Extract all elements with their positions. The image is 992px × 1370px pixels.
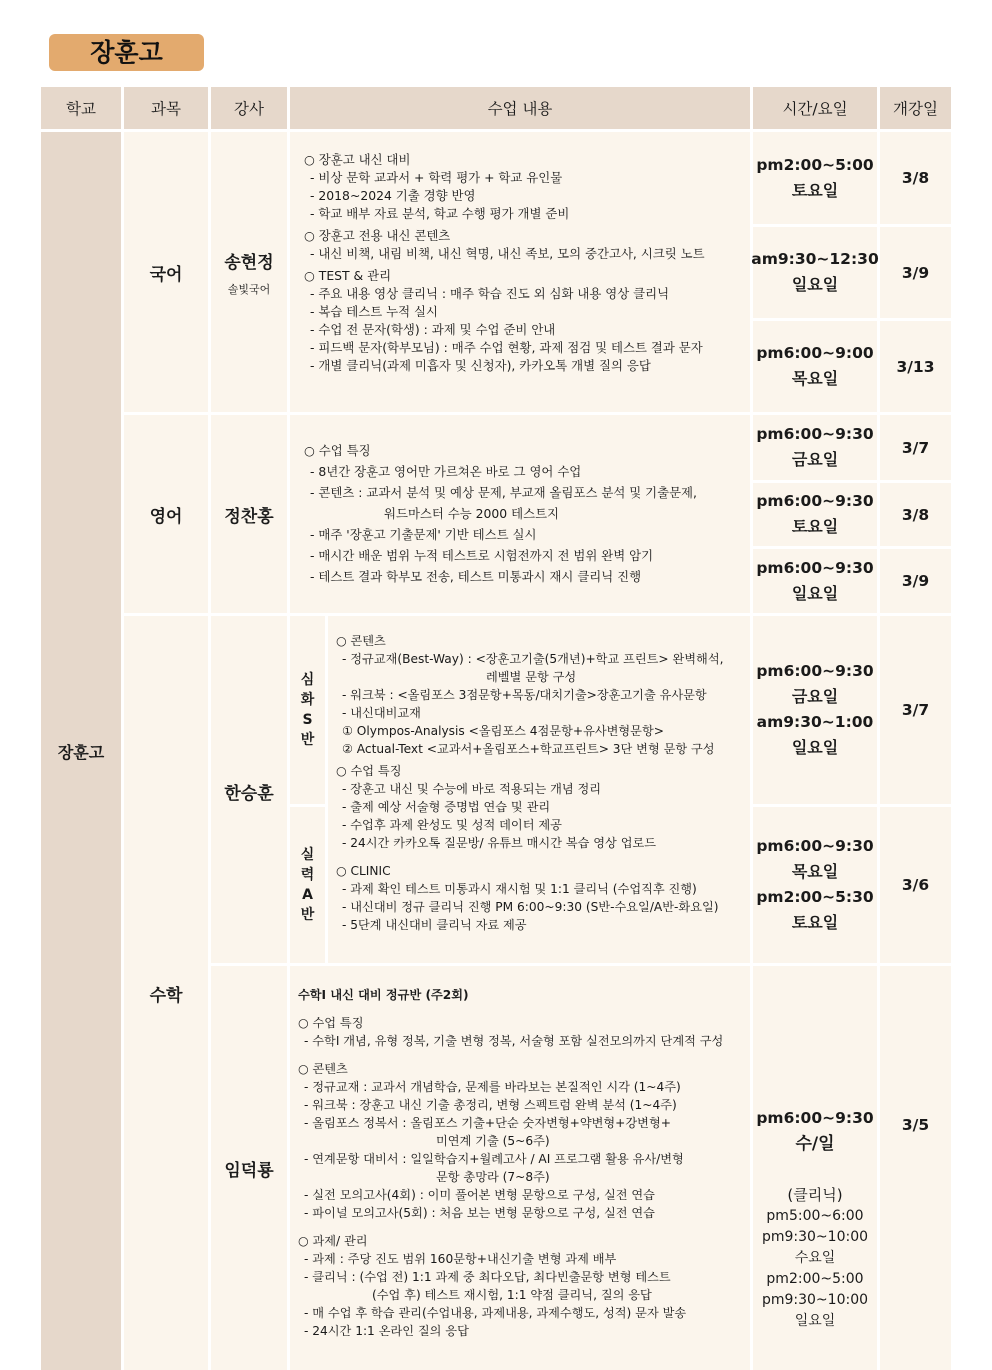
content-item: - 장훈고 내신 및 수능에 바로 적용되는 개념 정리 <box>342 782 602 796</box>
korean-date-1 <box>880 132 951 224</box>
subject-korean: 국어 <box>149 264 183 285</box>
start-date: 3/13 <box>896 357 935 376</box>
slot-time: pm6:00~9:30 <box>756 558 874 577</box>
content-item: - 수업 전 문자(학생) : 과제 및 수업 준비 안내 <box>310 322 556 337</box>
content-item-continued: 레벨별 문항 구성 <box>486 670 577 684</box>
content-item: - 24시간 1:1 온라인 질의 응답 <box>304 1324 469 1338</box>
content-heading: ○ 과제/ 관리 <box>298 1234 368 1248</box>
teacher-name: 한승훈 <box>224 784 274 804</box>
math-date-a <box>880 807 951 963</box>
content-item: - 학교 배부 자료 분석, 학교 수행 평가 개별 준비 <box>310 206 570 221</box>
math-subject-cell <box>124 616 208 1370</box>
content-item-continued: 미연계 기출 (5~6주) <box>436 1134 550 1148</box>
english-subject-cell <box>124 415 208 613</box>
slot-day: 토요일 <box>791 517 839 536</box>
slot-day: 일요일 <box>791 275 839 294</box>
content-item: - 복습 테스트 누적 실시 <box>310 304 438 319</box>
content-heading: ○ 장훈고 전용 내신 콘텐츠 <box>304 228 451 243</box>
content-item: - 5단계 내신대비 클리닉 자료 제공 <box>342 918 527 932</box>
start-date: 3/6 <box>901 876 930 894</box>
english-teacher-cell <box>211 415 287 613</box>
slot-day: 목요일 <box>791 862 839 881</box>
content-item: - 워크북 : <올림포스 3점문항+목동/대치기출>장훈고기출 유사문항 <box>342 688 707 702</box>
slot-day: 일요일 <box>791 738 839 757</box>
math-teacher-1-cell <box>211 616 287 963</box>
content-item: - 클리닉 : (수업 전) 1:1 과제 중 최다오답, 최다빈출문항 변형 테스트 <box>304 1270 671 1284</box>
slot-time: pm6:00~9:30 <box>756 662 874 680</box>
teacher-affiliation: 솔빛국어 <box>227 282 271 296</box>
slot-time: pm2:00~5:30 <box>756 888 874 906</box>
content-item-continued: 문항 총망라 (7~8주) <box>436 1170 550 1184</box>
content-item: - 수학Ⅰ 개념, 유형 정복, 기출 변형 정복, 서술형 포함 실전모의까지 단계적 구성 <box>304 1034 724 1048</box>
math-date-2 <box>880 966 951 1370</box>
math-teacher-2-cell <box>211 966 287 1370</box>
content-item: - 콘텐츠 : 교과서 분석 및 예상 문제, 부교재 올림포스 분석 및 기출문제, <box>310 485 697 500</box>
content-item: - 정규교재 : 교과서 개념학습, 문제를 바라보는 본질적인 시각 (1~4주) <box>304 1080 681 1094</box>
header-school: 학교 <box>41 87 121 129</box>
content-item: - 내신대비 정규 클리닉 진행 PM 6:00~9:30 (S반-수요일/A반-화요일) <box>342 900 719 914</box>
content-heading: ○ 콘텐츠 <box>336 634 386 648</box>
clinic-time: pm9:30~10:00 <box>761 1229 869 1245</box>
school-cell <box>41 132 121 1370</box>
slot-time: pm6:00~9:00 <box>756 344 874 362</box>
korean-date-2 <box>880 227 951 318</box>
content-item: - 비상 문학 교과서 + 학력 평가 + 학교 유인물 <box>310 170 563 185</box>
start-date: 3/9 <box>901 572 930 590</box>
slot-day: 일요일 <box>791 583 839 603</box>
content-item: - 정규교재(Best-Way) : <장훈고기출(5개년)+학교 프린트> 완벽해석, <box>342 652 724 666</box>
content-item: - 매 수업 후 학습 관리(수업내용, 과제내용, 과제수행도, 성적) 문자 발송 <box>304 1306 687 1320</box>
start-date: 3/8 <box>901 169 930 187</box>
slot-time: pm6:00~9:30 <box>756 425 874 443</box>
content-item: - 피드백 문자(학부모님) : 매주 수업 현황, 과제 점검 및 테스트 결과 문자 <box>310 340 703 355</box>
content-item: - 과제 확인 테스트 미통과시 재시험 및 1:1 클리닉 (수업직후 진행) <box>342 882 697 896</box>
class-s-label <box>300 670 315 750</box>
teacher-name: 송현정 <box>224 252 274 273</box>
korean-slot-3 <box>753 321 877 412</box>
content-item: ② Actual-Text <교과서+올림포스+학교프린트> 3단 변형 문항 구성 <box>342 742 715 756</box>
page-title: 장훈고 <box>49 34 204 71</box>
subject-english: 영어 <box>149 506 183 527</box>
math-content-1 <box>328 616 750 963</box>
content-heading: ○ 콘텐츠 <box>298 1062 348 1076</box>
content-item: - 매주 '장훈고 기출문제' 기반 테스트 실시 <box>310 527 537 542</box>
clinic-time: pm5:00~6:00 <box>766 1208 864 1224</box>
slot-time: pm6:00~9:30 <box>756 1109 874 1127</box>
slot-day: 목요일 <box>791 369 839 388</box>
class-s-cell <box>290 616 325 804</box>
slot-day: 토요일 <box>791 913 839 932</box>
korean-slot-2 <box>753 227 877 318</box>
class-title: 수학Ⅰ 내신 대비 정규반 (주2회) <box>298 988 469 1002</box>
content-item-continued: (수업 후) 테스트 재시험, 1:1 약점 클리닉, 질의 응답 <box>372 1288 652 1302</box>
slot-day: 토요일 <box>791 180 839 200</box>
english-slot-3 <box>753 549 877 613</box>
content-heading: ○ 장훈고 내신 대비 <box>304 152 411 167</box>
class-s-text: 심화S반 <box>300 672 315 748</box>
content-heading: ○ 수업 특징 <box>304 443 371 458</box>
clinic-day: 수요일 <box>794 1250 836 1266</box>
slot-time: pm2:00~5:00 <box>756 155 874 174</box>
header-subject: 과목 <box>124 87 208 129</box>
clinic-day: 일요일 <box>794 1313 836 1329</box>
header-time: 시간/요일 <box>753 87 877 129</box>
start-date: 3/9 <box>901 263 930 282</box>
content-item: - 주요 내용 영상 클리닉 : 매주 학습 진도 외 심화 내용 영상 클리닉 <box>310 286 670 301</box>
slot-day: 금요일 <box>791 450 839 469</box>
content-item: - 내신 비책, 내림 비책, 내신 혁명, 내신 족보, 모의 중간고사, 시크릿 노트 <box>310 246 705 261</box>
math-slot-2 <box>753 966 877 1370</box>
subject-math: 수학 <box>149 985 183 1006</box>
english-date-1 <box>880 415 951 480</box>
teacher-name: 임덕룡 <box>224 1160 274 1181</box>
math-content-2 <box>290 966 750 1370</box>
content-item: - 24시간 카카오톡 질문방/ 유튜브 매시간 복습 영상 업로드 <box>342 836 657 850</box>
school-name: 장훈고 <box>57 742 105 762</box>
math-slot-s <box>753 616 877 804</box>
slot-time: am9:30~12:30 <box>751 250 879 268</box>
content-item: - 실전 모의고사(4회) : 이미 풀어본 변형 문항으로 구성, 실전 연습 <box>304 1188 655 1202</box>
header-start-date: 개강일 <box>880 87 951 129</box>
content-item: - 연계문항 대비서 : 일일학습지+월례고사 / AI 프로그램 활용 유사/변형 <box>304 1152 684 1166</box>
content-item: - 2018~2024 기출 경향 반영 <box>310 188 476 203</box>
clinic-label: (클리닉) <box>787 1186 843 1204</box>
content-heading: ○ 수업 특징 <box>298 1016 364 1030</box>
start-date: 3/7 <box>901 438 930 457</box>
content-item: - 내신대비교재 <box>342 706 421 720</box>
slot-day: 금요일 <box>791 687 839 706</box>
korean-teacher-cell <box>211 132 287 412</box>
english-date-3 <box>880 549 951 613</box>
english-slot-1 <box>753 415 877 480</box>
slot-day: 수/일 <box>795 1134 835 1154</box>
content-item: - 출제 예상 서술형 증명법 연습 및 관리 <box>342 800 551 814</box>
korean-date-3 <box>880 321 951 412</box>
content-item: - 과제 : 주당 진도 범위 160문항+내신기출 변형 과제 배부 <box>304 1252 617 1266</box>
content-item: - 매시간 배운 범위 누적 테스트로 시험전까지 전 범위 완벽 암기 <box>310 548 654 563</box>
math-slot-a <box>753 807 877 963</box>
content-item: ① Olympos-Analysis <올림포스 4점문항+유사변형문항> <box>342 724 664 738</box>
slot-time: pm6:00~9:30 <box>756 492 874 510</box>
content-item: - 워크북 : 장훈고 내신 기출 총정리, 변형 스펙트럼 완벽 분석 (1~4주) <box>304 1098 677 1112</box>
korean-content <box>290 132 750 412</box>
content-item: - 개별 클리닉(과제 미흡자 및 신청자), 카카오톡 개별 질의 응답 <box>310 358 651 373</box>
start-date: 3/7 <box>901 701 930 719</box>
content-item: - 수업후 과제 완성도 및 성적 데이터 제공 <box>342 818 562 832</box>
content-heading: ○ CLINIC <box>336 864 391 878</box>
content-heading: ○ TEST & 관리 <box>304 268 392 283</box>
math-date-s <box>880 616 951 804</box>
class-a-text: 실력A반 <box>300 847 315 923</box>
class-a-label <box>300 845 315 925</box>
slot-time: am9:30~1:00 <box>756 713 874 731</box>
english-slot-2 <box>753 483 877 546</box>
content-item-continued: 워드마스터 수능 2000 테스트지 <box>384 506 560 521</box>
start-date: 3/8 <box>901 505 930 524</box>
header-content: 수업 내용 <box>290 87 750 129</box>
start-date: 3/5 <box>901 1116 930 1134</box>
content-item: - 테스트 결과 학부모 전송, 테스트 미통과시 재시 클리닉 진행 <box>310 569 642 584</box>
clinic-time: pm9:30~10:00 <box>761 1292 869 1308</box>
teacher-name: 정찬홍 <box>224 506 274 527</box>
content-item: - 올림포스 정복서 : 올림포스 기출+단순 숫자변형+약변형+강변형+ <box>304 1116 671 1130</box>
header-teacher: 강사 <box>211 87 287 129</box>
korean-subject-cell <box>124 132 208 412</box>
clinic-time: pm2:00~5:00 <box>766 1271 864 1287</box>
slot-time: pm6:00~9:30 <box>756 837 874 855</box>
content-item: - 파이널 모의고사(5회) : 처음 보는 변형 문항으로 구성, 실전 연습 <box>304 1206 655 1220</box>
english-content <box>290 415 750 613</box>
english-date-2 <box>880 483 951 546</box>
class-a-cell <box>290 807 325 963</box>
content-heading: ○ 수업 특징 <box>336 764 402 778</box>
korean-slot-1 <box>753 132 877 224</box>
content-item: - 8년간 장훈고 영어만 가르쳐온 바로 그 영어 수업 <box>310 464 582 479</box>
